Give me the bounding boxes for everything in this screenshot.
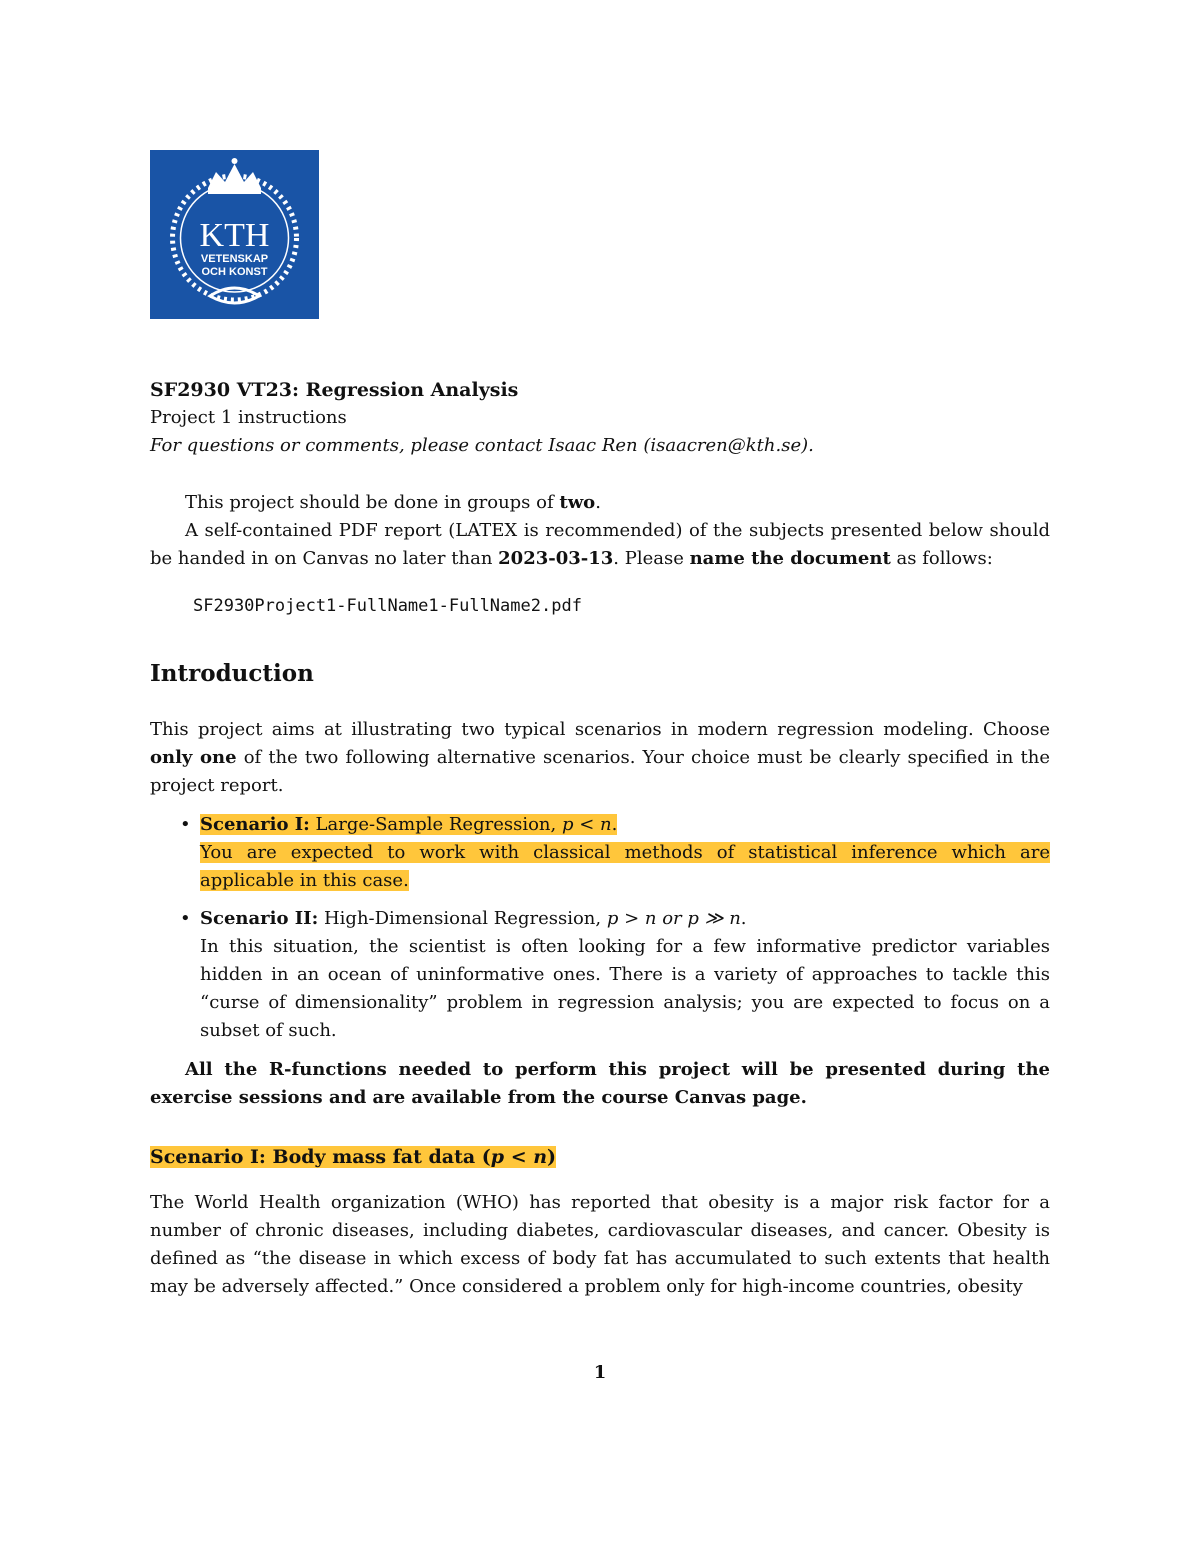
r-functions-note: All the R-functions needed to perform this project will be presented during the exercise sessions and are available from the course Canvas page. [150,1059,1050,1108]
kth-logo [150,150,319,319]
report-text-2: is recommended) of the subjects presented below should be handed in on Canvas no later than [150,520,1050,569]
scenario-list [150,811,1050,1045]
intro-text-2: of the two following alternative scenarios. Your choice must be clearly specified in the project report. [150,747,1050,796]
scenario-2-title: High-Dimensional Regression, [318,908,607,929]
scenario-1-heading-end: ) [547,1146,557,1168]
logo-kth-text: KTH [199,217,270,254]
scenario-1-label: Scenario I: [200,814,310,835]
introduction-body [150,716,1050,800]
scenario-1-body [150,1189,1050,1301]
scenario-1-title: Large-Sample Regression, [309,814,562,835]
filename-example: SF2930Project1-FullName1-FullName2.pdf [193,596,582,616]
contact-line: For questions or comments, please contact Isaac Ren (isaacren@kth.se). [150,435,814,456]
scenario-1-item [150,811,1050,895]
introduction-paragraph [150,716,1050,800]
intro-text-1: This project aims at illustrating two typical scenarios in modern regression modeling. Choose [150,719,1050,740]
report-text-3: . Please [613,548,690,569]
r-functions-block [150,1056,1050,1112]
report-text-4: as follows: [890,548,993,569]
scenario-1-heading-text: Scenario I: Body mass fat data ( [150,1146,491,1168]
project-subtitle: Project 1 instructions [150,407,347,428]
logo-line1: VETENSKAP [200,253,269,265]
groups-end: . [595,492,601,513]
introduction-heading: Introduction [150,660,314,687]
only-one-emphasis: only one [150,747,237,768]
course-title: SF2930 VT23: Regression Analysis [150,379,519,401]
bullet: • [180,908,191,929]
scenario-1-heading [150,1146,1050,1168]
scenario-2-item [150,905,1050,1045]
page-number: 1 [593,1362,607,1383]
name-document-emphasis: name the document [689,548,891,569]
scenario-2-end: . [740,908,747,929]
bullet: • [180,814,191,835]
groups-text: This project should be done in groups of [185,492,560,513]
intro-block [150,489,1050,573]
scenario-2-description: In this situation, the scientist is often looking for a few informative predictor variables hidden in an ocean of uninformative ones. There is a variety of approaches to tackle this “curse of dimensionality” problem in regression analysis; you are expected to focus on a subset of such. [200,936,1050,1041]
scenario-1-math: p < n [561,814,612,835]
due-date: 2023-03-13 [498,548,614,569]
logo-line2: OCH KONST [201,266,268,278]
scenario-1-heading-math: p < n [490,1146,548,1168]
latex-logo: LATEX [455,520,518,541]
scenario-2-math: p > n or p ≫ n [606,908,741,929]
who-paragraph: The World Health organization (WHO) has reported that obesity is a major risk factor for a number of chronic diseases, including diabetes, cardiovascular diseases, and cancer. Obesity is defined as “the disease in which excess of body fat has accumulated to such extents that health may be adversely affected.” Once considered a problem only for high-income countries, obesity [150,1192,1050,1297]
scenario-1-end: . [611,814,618,835]
scenario-2-label: Scenario II: [200,908,319,929]
groups-paragraph [150,489,1050,517]
report-paragraph [150,517,1050,573]
scenario-1-description: You are expected to work with classical methods of statistical inference which are applicable in this case. [200,842,1050,891]
report-text-1: A self-contained PDF report ( [185,520,456,541]
groups-count: two [559,492,596,513]
